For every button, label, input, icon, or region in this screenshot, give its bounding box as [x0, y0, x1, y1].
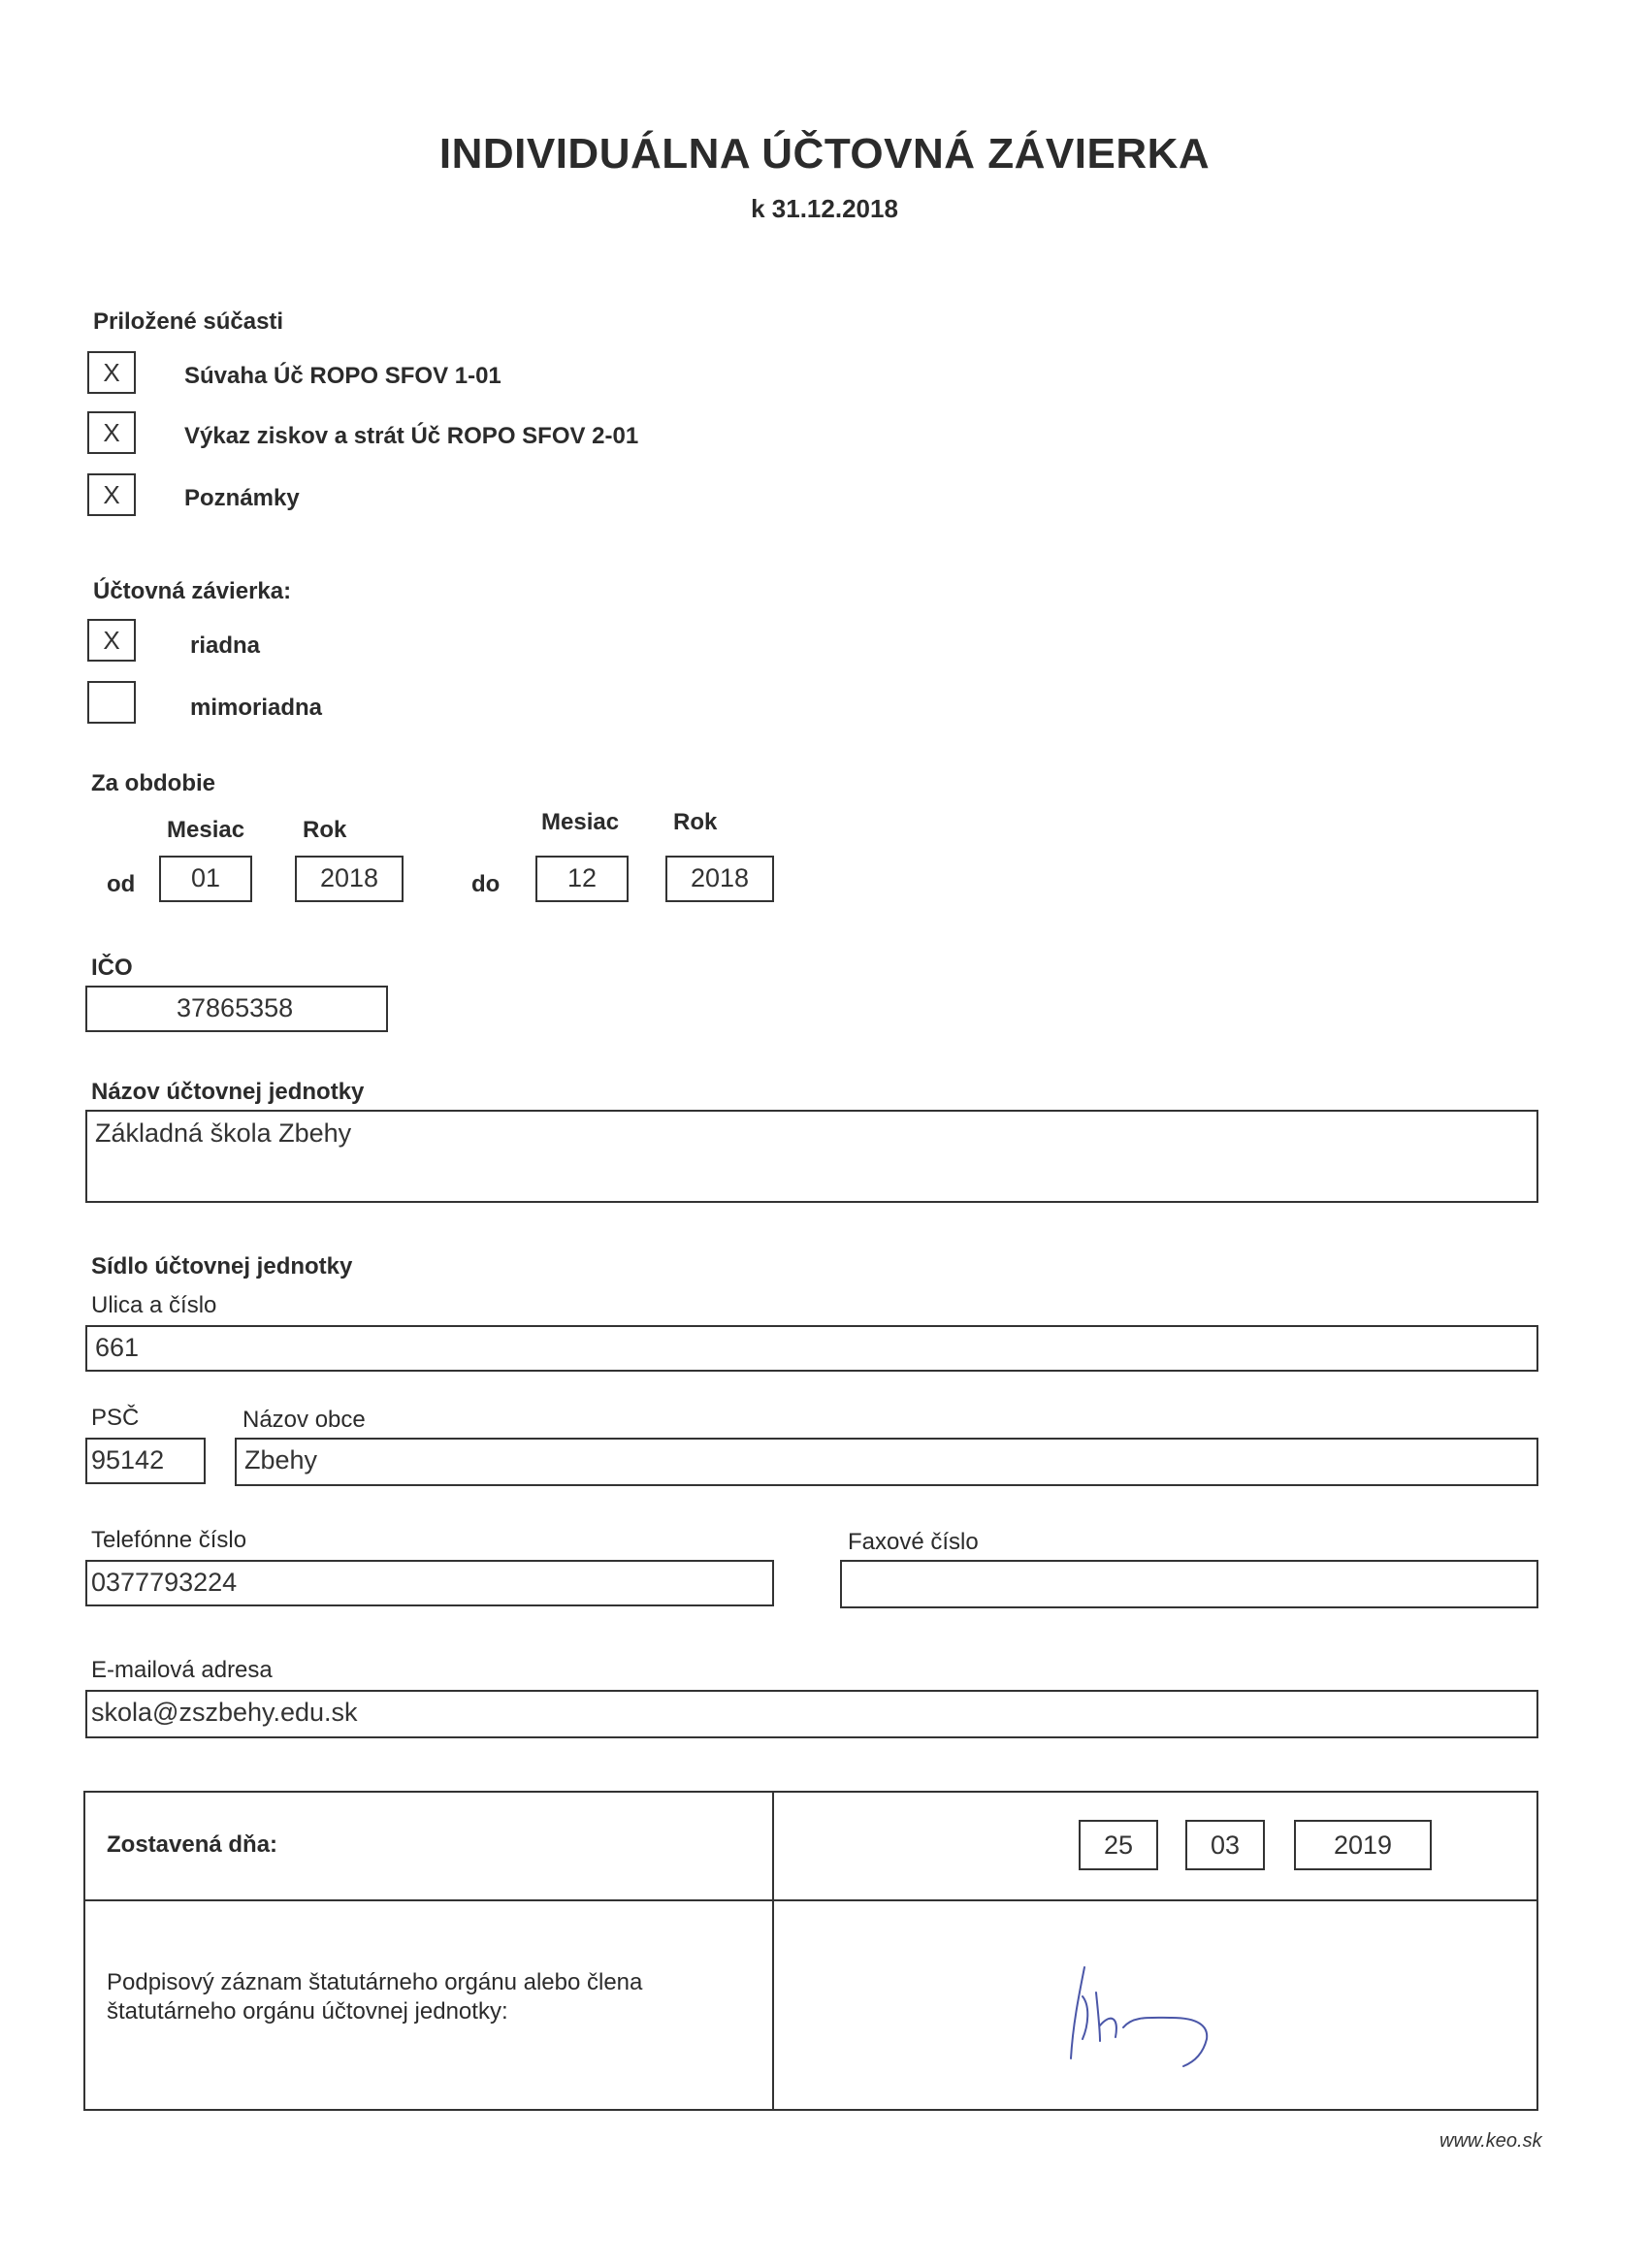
statement-type-checkbox-extraordinary[interactable] [87, 681, 136, 724]
statement-type-checkbox-regular[interactable]: X [87, 619, 136, 662]
statement-type-label-regular: riadna [190, 632, 261, 659]
street-field[interactable]: 661 [85, 1325, 1538, 1372]
document-title: INDIVIDUÁLNA ÚČTOVNÁ ZÁVIERKA [438, 130, 1211, 178]
city-field[interactable]: Zbehy [235, 1438, 1538, 1486]
period-from-month-field[interactable]: 01 [159, 856, 252, 902]
compiled-date-label: Zostavená dňa: [107, 1831, 278, 1858]
period-to-month-label: Mesiac [541, 809, 620, 835]
psc-label: PSČ [91, 1405, 140, 1431]
signature-label-line-2: štatutárneho orgánu účtovnej jednotky: [107, 1998, 508, 2025]
period-heading: Za obdobie [91, 770, 215, 796]
compiled-day-field[interactable]: 25 [1079, 1820, 1158, 1870]
compiled-year-field[interactable]: 2019 [1294, 1820, 1432, 1870]
email-field[interactable]: skola@zszbehy.edu.sk [85, 1690, 1538, 1738]
period-from-month-label: Mesiac [167, 817, 245, 843]
statement-type-heading: Účtovná závierka: [93, 578, 292, 604]
compiled-month-field[interactable]: 03 [1185, 1820, 1265, 1870]
components-heading: Priložené súčasti [93, 308, 284, 335]
ico-label: IČO [91, 955, 133, 981]
footer-url[interactable]: www.keo.sk [1439, 2130, 1542, 2152]
street-label: Ulica a číslo [91, 1292, 217, 1318]
component-label-notes: Poznámky [184, 485, 300, 511]
period-from-label: od [107, 871, 136, 897]
handwritten-signature [978, 1958, 1249, 2093]
component-checkbox-notes[interactable]: X [87, 473, 136, 516]
signature-table-row-divider [85, 1899, 1536, 1901]
psc-field[interactable]: 95142 [85, 1438, 206, 1484]
statement-type-label-extraordinary: mimoriadna [190, 695, 323, 721]
period-to-year-field[interactable]: 2018 [665, 856, 774, 902]
city-label: Názov obce [242, 1407, 366, 1433]
period-to-label: do [471, 871, 501, 897]
phone-label: Telefónne číslo [91, 1527, 247, 1553]
phone-field[interactable]: 0377793224 [85, 1560, 774, 1606]
entity-name-field[interactable]: Základná škola Zbehy [85, 1110, 1538, 1203]
signature-table-column-divider [772, 1793, 774, 2109]
component-checkbox-balance-sheet[interactable]: X [87, 351, 136, 394]
component-label-balance-sheet: Súvaha Úč ROPO SFOV 1-01 [184, 363, 501, 389]
component-label-income-statement: Výkaz ziskov a strát Úč ROPO SFOV 2-01 [184, 423, 639, 449]
period-from-year-field[interactable]: 2018 [295, 856, 404, 902]
fax-field[interactable] [840, 1560, 1538, 1608]
period-to-year-label: Rok [673, 809, 718, 835]
ico-field[interactable]: 37865358 [85, 986, 388, 1032]
signature-table [83, 1791, 1538, 2111]
period-from-year-label: Rok [303, 817, 347, 843]
entity-name-label: Názov účtovnej jednotky [91, 1079, 365, 1105]
document-date: k 31.12.2018 [751, 194, 898, 223]
email-label: E-mailová adresa [91, 1657, 273, 1683]
fax-label: Faxové číslo [848, 1529, 979, 1555]
address-heading: Sídlo účtovnej jednotky [91, 1253, 353, 1280]
component-checkbox-income-statement[interactable]: X [87, 411, 136, 454]
signature-label-line-1: Podpisový záznam štatutárneho orgánu alebo člena [107, 1969, 643, 1995]
period-to-month-field[interactable]: 12 [535, 856, 629, 902]
